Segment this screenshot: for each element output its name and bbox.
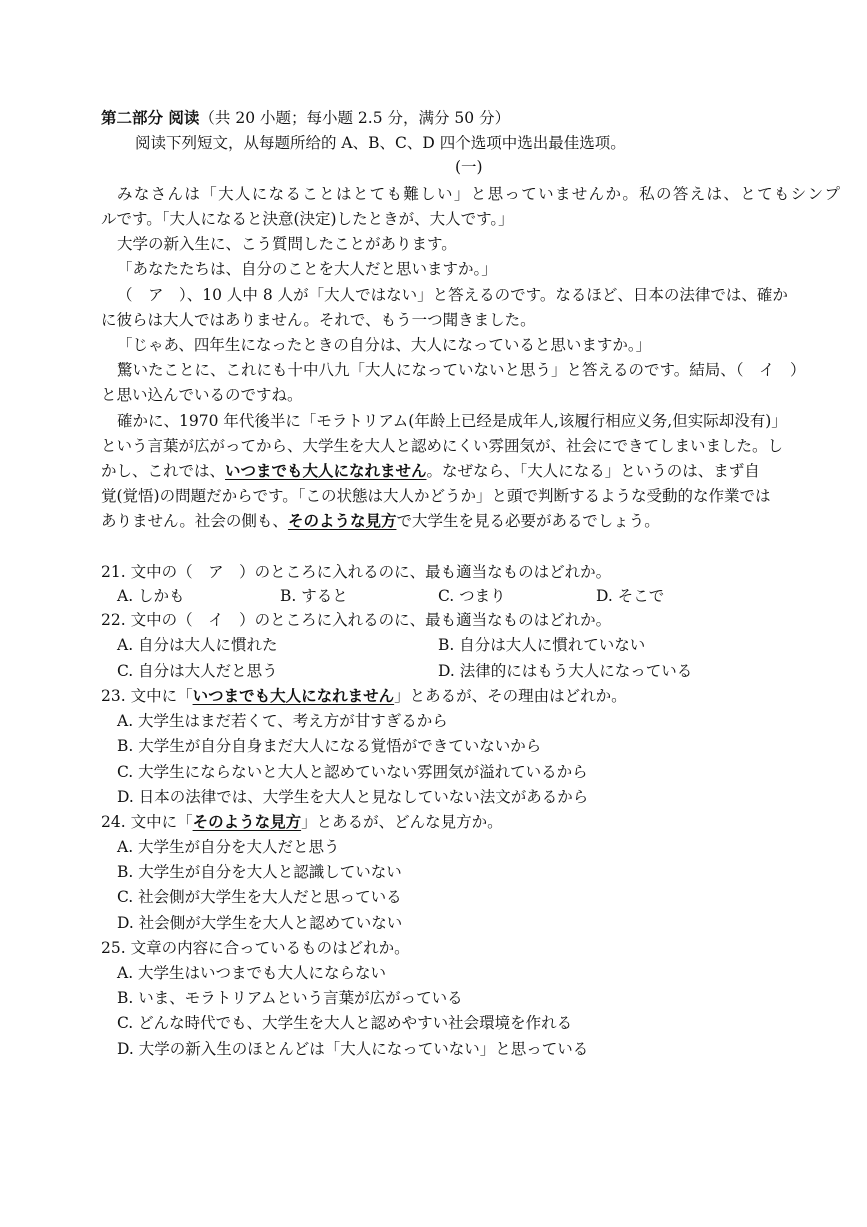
q21-option-a[interactable]: A. しかも <box>117 587 185 605</box>
section-meta: （共 20 小题；每小题 2.5 分，满分 50 分） <box>199 109 511 127</box>
passage-line: という言葉が広がってから、大学生を大人と認めにくい雰囲気が、社会にできてしまいました。し <box>101 437 784 455</box>
q22-option-b[interactable]: B. 自分は大人に慣れていない <box>438 636 646 654</box>
q24-option-b[interactable]: B. 大学生が自分を大人と認識していない <box>117 863 402 881</box>
passage-line: 「あなたたちは、自分のことを大人だと思いますか。」 <box>117 260 497 278</box>
passage-line: 確かに、1970 年代後半に「モラトリアム(年龄上已经是成年人,该履行相应义务,但实际却没有)」 <box>117 412 787 430</box>
question-23-stem <box>101 685 627 707</box>
passage-line: 覚(覚悟)の問題だからです。「この状態は大人かどうか」と頭で判断するような受動的な作業では <box>101 487 771 505</box>
passage-line: 「じゃあ、四年生になったときの自分は、大人になっていると思いますか。」 <box>117 336 652 354</box>
passage-number: (一) <box>455 158 483 176</box>
passage-text: で大学生を見る必要があるでしょう。 <box>396 512 660 530</box>
q22-option-c[interactable]: C. 自分は大人だと思う <box>117 662 278 680</box>
q21-option-c[interactable]: C. つまり <box>438 587 506 605</box>
q25-option-a[interactable]: A. 大学生はいつまでも大人にならない <box>117 964 387 982</box>
q25-option-d[interactable]: D. 大学の新入生のほとんどは「大人になっていない」と思っている <box>117 1040 589 1058</box>
q21-option-d[interactable]: D. そこで <box>596 587 665 605</box>
q24-option-d[interactable]: D. 社会側が大学生を大人と認めていない <box>117 914 403 932</box>
section-header <box>101 107 510 129</box>
passage-line: 大学の新入生に、こう質問したことがあります。 <box>117 235 457 253</box>
passage-line: と思い込んでいるのですね。 <box>101 386 303 404</box>
q25-option-c[interactable]: C. どんな時代でも、大学生を大人と認めやすい社会環境を作れる <box>117 1014 573 1032</box>
passage-line <box>101 510 660 532</box>
section-title: 第二部分 阅读 <box>101 108 200 127</box>
passage-line: み な さ ん は 「 大 人 に な る こ と は と て も 難 し い 」 と 思 っ て い ま せ ん か 。 私 の 答 え は 、 と て も シ ン プ <box>117 185 840 203</box>
question-22-stem: 22. 文中の（ イ ）のところに入れるのに、最も適当なものはどれか。 <box>101 611 612 629</box>
q21-option-b[interactable]: B. すると <box>280 587 348 605</box>
q22-option-d[interactable]: D. 法律的にはもう大人になっている <box>438 662 693 680</box>
q25-option-b[interactable]: B. いま、モラトリアムという言葉が広がっている <box>117 989 463 1007</box>
instruction: 阅读下列短文，从每题所给的 A、B、C、D 四个选项中选出最佳选项。 <box>135 134 626 152</box>
q24-option-c[interactable]: C. 社会側が大学生を大人だと思っている <box>117 888 402 906</box>
stem-text: 」とあるが、その理由はどれか。 <box>394 687 627 705</box>
q23-option-a[interactable]: A. 大学生はまだ若くて、考え方が甘すぎるから <box>117 712 448 730</box>
q23-option-c[interactable]: C. 大学生にならないと大人と認めていない雰囲気が溢れているから <box>117 763 588 781</box>
q24-option-a[interactable]: A. 大学生が自分を大人だと思う <box>117 838 340 856</box>
question-24-stem <box>101 811 503 833</box>
stem-text: 23. 文中に「 <box>101 687 193 705</box>
passage-text: かし、これでは、 <box>101 462 226 480</box>
passage-line: 驚いたことに、これにも十中八九「大人になっていないと思う」と答えるのです。結局、（ イ ） <box>117 361 806 379</box>
stem-underlined: そのような見方 <box>192 812 302 831</box>
passage-line <box>101 460 760 482</box>
stem-text: 24. 文中に「 <box>101 813 193 831</box>
stem-underlined: いつまでも大人になれません <box>192 686 395 705</box>
q23-option-d[interactable]: D. 日本の法律では、大学生を大人と見なしていない法文があるから <box>117 788 589 806</box>
passage-text: ありません。社会の側も、 <box>101 512 288 530</box>
underlined-phrase-2: そのような見方 <box>287 511 397 530</box>
passage-line: に彼らは大人ではありません。それで、もう一つ聞きました。 <box>101 311 536 329</box>
passage-line: ルです。「大人になると決意(決定)したときが、大人です。」 <box>101 210 514 228</box>
stem-text: 」とあるが、どんな見方か。 <box>301 813 503 831</box>
passage-line: （ ア ）、10 人中 8 人が「大人ではない」と答えるのです。なるほど、日本の法律では、確か <box>117 286 788 304</box>
q23-option-b[interactable]: B. 大学生が自分自身まだ大人になる覚悟ができていないから <box>117 737 542 755</box>
q22-option-a[interactable]: A. 自分は大人に慣れた <box>117 636 278 654</box>
question-25-stem: 25. 文章の内容に合っているものはどれか。 <box>101 939 410 957</box>
question-21-stem: 21. 文中の（ ア ）のところに入れるのに、最も適当なものはどれか。 <box>101 563 612 581</box>
underlined-phrase-1: いつまでも大人になれません <box>225 461 427 480</box>
passage-text: 。なぜなら、「大人になる」というのは、まず自 <box>426 462 760 480</box>
